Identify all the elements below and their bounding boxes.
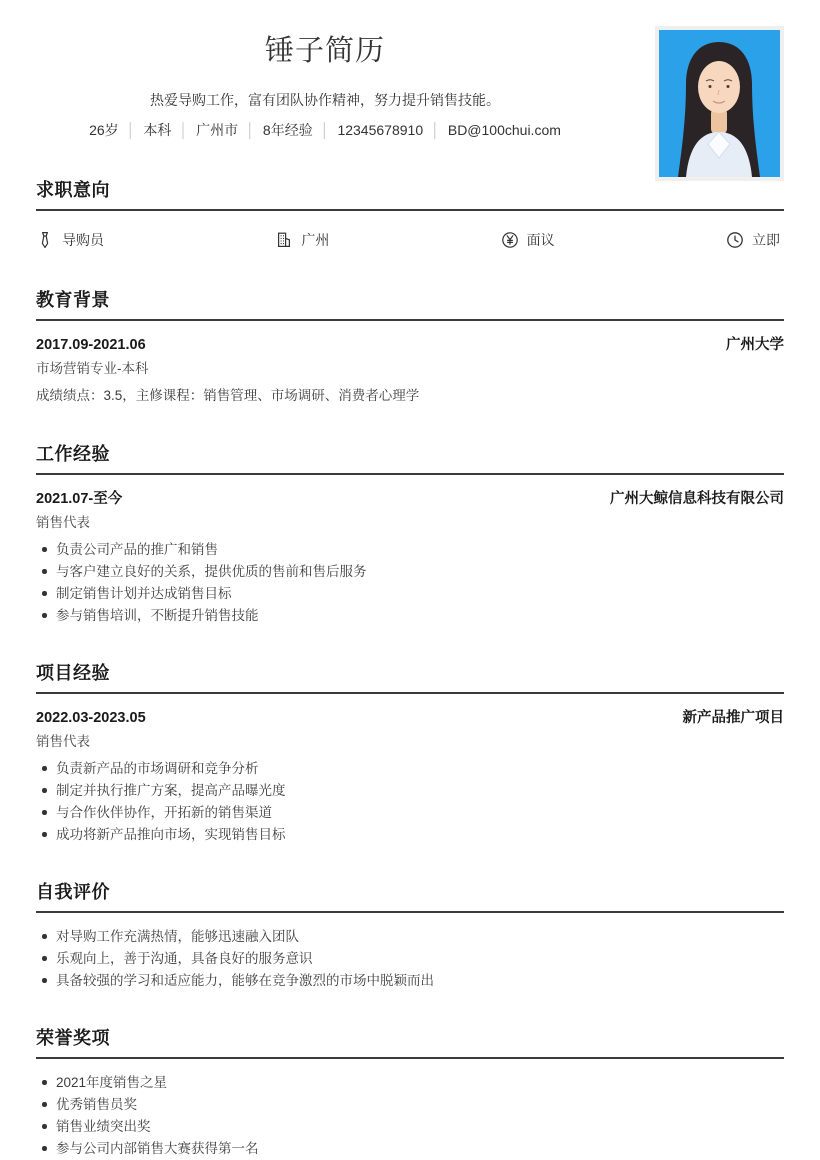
section-heading-self-evaluation: 自我评价	[36, 882, 784, 913]
building-icon	[275, 231, 293, 249]
education-period: 2017.09-2021.06	[36, 337, 146, 353]
info-email: BD@100chui.com	[447, 122, 561, 138]
intention-salary	[501, 230, 555, 250]
info-experience: 8年经验	[262, 122, 313, 138]
intention-position-label: 导购员	[62, 232, 104, 248]
honors-bullet-list	[36, 1075, 784, 1156]
education-detail: 成绩绩点：3.5，主修课程：销售管理、市场调研、消费者心理学	[36, 388, 420, 403]
project-entry-head	[36, 710, 784, 726]
info-divider: │	[246, 122, 255, 138]
list-item: 参与销售培训，不断提升销售技能	[36, 608, 784, 623]
info-divider: │	[126, 122, 136, 138]
list-item: 乐观向上，善于沟通，具备良好的服务意识	[36, 951, 784, 966]
info-degree: 本科	[143, 122, 172, 138]
info-divider: │	[320, 122, 330, 138]
list-item: 对导购工作充满热情，能够迅速融入团队	[36, 929, 784, 944]
yen-icon	[501, 231, 519, 249]
work-bullet-list	[36, 542, 784, 623]
intention-availability-label: 立即	[751, 232, 780, 248]
work-company: 广州大鲸信息科技有限公司	[610, 491, 784, 507]
section-work-experience	[36, 444, 784, 623]
list-item: 与客户建立良好的关系，提供优质的售前和售后服务	[36, 564, 784, 579]
project-role: 销售代表	[36, 734, 90, 749]
list-item: 制定并执行推广方案，提高产品曝光度	[36, 783, 784, 798]
section-job-intention	[36, 180, 784, 250]
intention-availability	[726, 230, 780, 250]
work-period: 2021.07-至今	[36, 491, 123, 507]
id-photo	[655, 26, 784, 181]
list-item: 销售业绩突出奖	[36, 1119, 784, 1134]
section-heading-work: 工作经验	[36, 444, 784, 475]
section-project-experience	[36, 663, 784, 842]
list-item: 参与公司内部销售大赛获得第一名	[36, 1141, 784, 1156]
self-evaluation-bullet-list	[36, 929, 784, 988]
list-item: 负责公司产品的推广和销售	[36, 542, 784, 557]
info-city: 广州市	[196, 122, 239, 138]
section-heading-honors: 荣誉奖项	[36, 1028, 784, 1059]
list-item: 优秀销售员奖	[36, 1097, 784, 1112]
intention-city	[275, 230, 329, 250]
section-honors	[36, 1028, 784, 1156]
project-period: 2022.03-2023.05	[36, 710, 146, 726]
work-role: 销售代表	[36, 515, 90, 530]
basic-info-line	[36, 120, 614, 140]
education-school: 广州大学	[726, 337, 784, 353]
list-item: 成功将新产品推向市场，实现销售目标	[36, 827, 784, 842]
info-divider: │	[431, 122, 440, 138]
id-photo-graphic	[659, 30, 780, 177]
intention-position	[36, 230, 104, 250]
section-heading-project: 项目经验	[36, 663, 784, 694]
section-heading-job-intention: 求职意向	[36, 180, 784, 211]
info-divider: │	[179, 122, 189, 138]
project-name: 新产品推广项目	[682, 710, 784, 726]
section-heading-education: 教育背景	[36, 290, 784, 321]
list-item: 制定销售计划并达成销售目标	[36, 586, 784, 601]
summary-line: 热爱导购工作，富有团队协作精神，努力提升销售技能。	[150, 92, 500, 108]
education-entry-head	[36, 337, 784, 353]
header-text-block	[36, 34, 614, 140]
page-title: 锤子简历	[264, 35, 385, 67]
info-age: 26岁	[89, 122, 119, 138]
list-item: 2021年度销售之星	[36, 1075, 784, 1090]
list-item: 具备较强的学习和适应能力，能够在竞争激烈的市场中脱颖而出	[36, 973, 784, 988]
list-item: 负责新产品的市场调研和竞争分析	[36, 761, 784, 776]
clock-icon	[726, 231, 744, 249]
tie-icon	[36, 231, 54, 249]
list-item: 与合作伙伴协作，开拓新的销售渠道	[36, 805, 784, 820]
intention-city-label: 广州	[301, 232, 330, 248]
resume-header	[36, 0, 784, 140]
education-major: 市场营销专业-本科	[36, 361, 149, 376]
work-entry-head	[36, 491, 784, 507]
intention-salary-label: 面议	[526, 232, 555, 248]
section-education	[36, 290, 784, 404]
info-phone: 12345678910	[337, 122, 424, 138]
project-bullet-list	[36, 761, 784, 842]
intention-row	[36, 230, 784, 250]
section-self-evaluation	[36, 882, 784, 988]
